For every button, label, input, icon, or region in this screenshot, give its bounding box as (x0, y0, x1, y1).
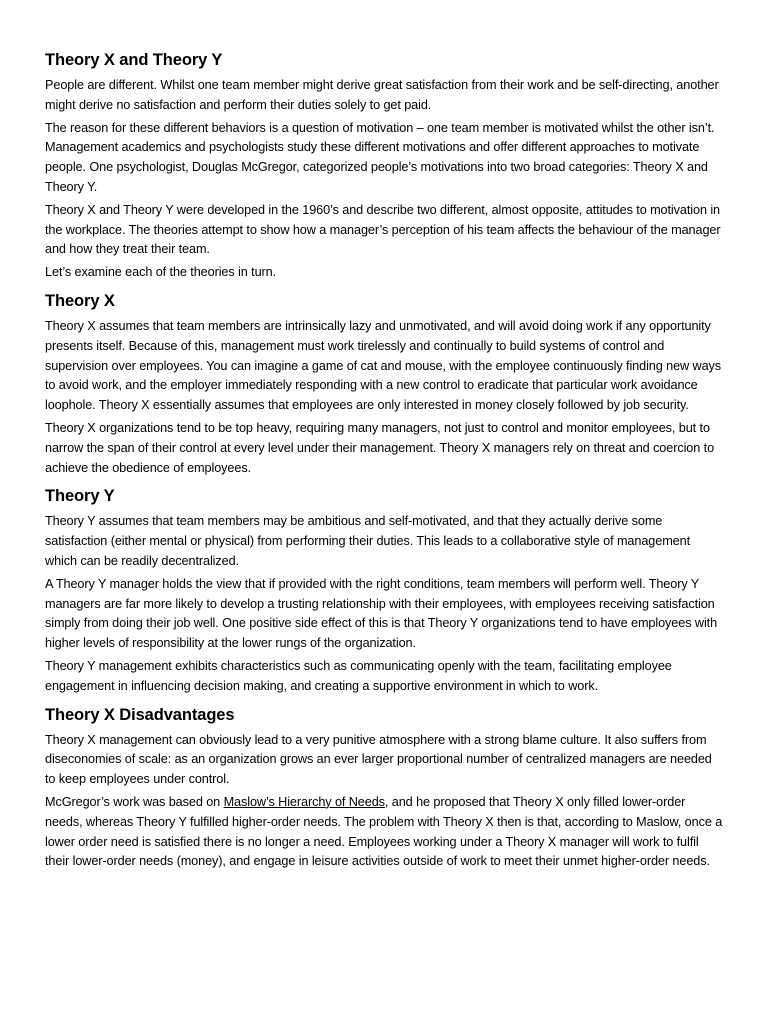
paragraph-disadvantages-2-start: McGregor’s work was based on (45, 794, 224, 809)
paragraph-disadvantages-1: Theory X management can obviously lead to a very punitive atmosphere with a strong blame culture. It also suffers from diseconomies of scale: as an organization grows an ever larger proportional number of centralized managers are needed to keep employees under control. (45, 732, 712, 787)
heading-theory-x-disadvantages: Theory X Disadvantages (45, 705, 235, 724)
maslow-hierarchy-link[interactable]: Maslow’s Hierarchy of Needs (223, 794, 385, 809)
paragraph-intro-1: People are different. Whilst one team member might derive great satisfaction from their work and be self-directing, another might derive no satisfaction and perform their duties solely to get paid. (45, 78, 719, 112)
paragraph-intro-4: Let’s examine each of the theories in turn. (45, 265, 277, 280)
paragraph-disadvantages-2-end: , and he proposed that Theory X only filled lower-order needs, whereas Theory Y fulfilled higher-order needs. The problem with Theory X then is that, according to Maslow, once a lower order need is satisfied there is no longer a need. Employees working under a Theory X manager will work to fulfil their lower-order needs (money), and engage in leisure activities outside of work to meet their unmet higher-order needs. (45, 794, 723, 869)
paragraph-intro-3: Theory X and Theory Y were developed in the 1960’s and describe two different, almost opposite, attitudes to motivation in the workplace. The theories attempt to show how a manager’s perception of his team affects the behaviour of the manager and how they treat their team. (45, 202, 721, 257)
paragraph-theory-x-1: Theory X assumes that team members are intrinsically lazy and unmotivated, and will avoid doing work if any opportunity presents itself. Because of this, management must work tirelessly and continually to build systems of control and supervision over employees. You can imagine a game of cat and mouse, with the employee continuously finding new ways to avoid work, and the employer immediately responding with a new control to eradicate that particular work avoidance loophole. Theory X essentially assumes that employees are only interested in money closely followed by job security. (45, 318, 722, 413)
paragraph-theory-y-3: Theory Y management exhibits characteristics such as communicating openly with the team, facilitating employee engagement in influencing decision making, and creating a supportive environment in which to work. (45, 658, 672, 693)
heading-theory-y: Theory Y (45, 487, 115, 506)
paragraph-theory-y-1: Theory Y assumes that team members may be ambitious and self-motivated, and that they actually derive some satisfaction (either mental or physical) from performing their duties. This leads to a collaborative style of management which can be readily decentralized. (45, 514, 691, 568)
heading-theory-x-and-y: Theory X and Theory Y (45, 51, 223, 69)
paragraph-theory-x-2: Theory X organizations tend to be top heavy, requiring many managers, not just to control and monitor employees, but to narrow the span of their control at every level under their management. Theory X managers rely on threat and coercion to achieve the obedience of employees. (45, 420, 715, 475)
paragraph-intro-2: The reason for these different behaviors is a question of motivation – one team member is motivated whilst the other isn’t. Management academics and psychologists study these different motivations and offer different approaches to motivate people. One psychologist, Douglas McGregor, categorized people’s motivations into two broad categories: Theory X and Theory Y. (45, 120, 715, 194)
paragraph-disadvantages-2 (45, 793, 725, 872)
paragraph-theory-y-2: A Theory Y manager holds the view that if provided with the right conditions, team members will perform well. Theory Y managers are far more likely to develop a trusting relationship with their employees, with employees receiving satisfaction simply from doing their job well. One positive side effect of this is that Theory Y organizations tend to have employees with higher levels of responsibility at the lower rungs of the organization. (45, 576, 718, 651)
heading-theory-x: Theory X (45, 291, 115, 310)
document-page (45, 48, 725, 875)
